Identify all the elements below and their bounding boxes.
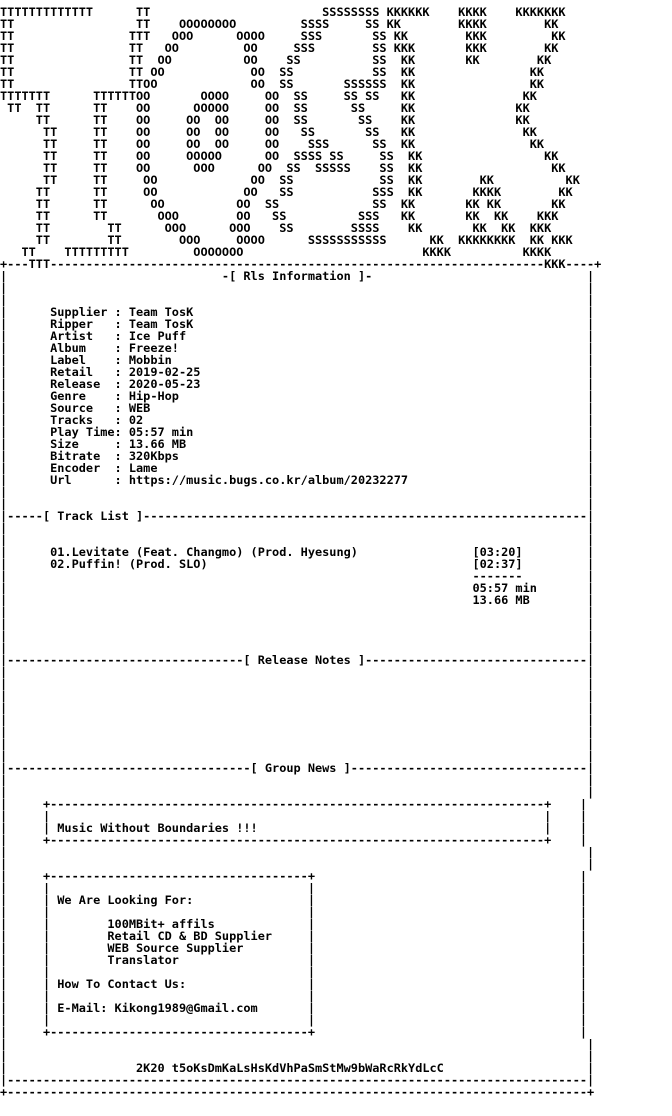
nfo-line: | | [0, 677, 595, 691]
nfo-line: TT TT OO OO SS SS KK KK [0, 65, 545, 79]
nfo-line: | | [0, 665, 595, 679]
nfo-line: | | [0, 701, 595, 715]
nfo-line: | +---------------------------------------------------------------------+ | [0, 797, 588, 811]
nfo-line: TT TT OOO OO SS SSS KK KK KK KKK [0, 209, 559, 223]
nfo-line: | 05:57 min | [0, 581, 595, 595]
nfo-line: | | WEB Source Supplier | | [0, 941, 588, 955]
nfo-line: | Size : 13.66 MB | [0, 437, 595, 451]
nfo-line: TT TTTTTTTTT OOOOOOO KKKK KKKK [0, 245, 552, 259]
nfo-line: | | [0, 281, 595, 295]
nfo-line: | Artist : Ice Puff | [0, 329, 595, 343]
nfo-line: | | [0, 1037, 595, 1051]
nfo-line: TT TT OO OO SS SS KK KK KK KK [0, 197, 566, 211]
nfo-line: | Release : 2020-05-23 | [0, 377, 595, 391]
nfo-line: | 01.Levitate (Feat. Changmo) (Prod. Hyesung) [03:20] | [0, 545, 595, 559]
nfo-line: | | [0, 485, 595, 499]
nfo-line: | | [0, 629, 595, 643]
nfo-line: | | We Are Looking For: | | [0, 893, 588, 907]
nfo-line: | ------- | [0, 569, 595, 583]
nfo-line: | | [0, 713, 595, 727]
nfo-line: | | Retail CD & BD Supplier | | [0, 929, 588, 943]
nfo-line: | | [0, 725, 595, 739]
nfo-line: TT TT OO OOOOO OO SSSS SS SS KK KK [0, 149, 559, 163]
nfo-line: | Bitrate : 320Kbps | [0, 449, 595, 463]
nfo-line: | | [0, 497, 595, 511]
nfo-line: |---------------------------------------------------------------------------------| [0, 1073, 595, 1087]
nfo-line: | | [0, 773, 595, 787]
nfo-line: TTTTTTT TTTTTTOO OOOO OO SS SS SS KK KK [0, 89, 537, 103]
nfo-line: | Retail : 2019-02-25 | [0, 365, 595, 379]
nfo-line: | +---------------------------------------------------------------------+ | [0, 833, 588, 847]
nfo-line: | | | | [0, 809, 588, 823]
nfo-line: TT TT OO OO SSS SS KKK KKK KK [0, 41, 559, 55]
nfo-line: | -[ Rls Information ]- | [0, 269, 595, 283]
nfo-line: | | [0, 857, 595, 871]
nfo-line: TT TT OO OO SS SSS KK KKKK KK [0, 185, 573, 199]
nfo-line: TTTTTTTTTTTTT TT SSSSSSSS KKKKKK KKKK KKKKKKK [0, 5, 566, 19]
nfo-line: | | [0, 689, 595, 703]
nfo-line: | Encoder : Lame | [0, 461, 595, 475]
nfo-line: |----------------------------------[ Group News ]---------------------------------| [0, 761, 595, 775]
nfo-line: | | | | [0, 965, 588, 979]
nfo-line: | | [0, 749, 595, 763]
nfo-line: TT TT OO OOO OO SS SSSSS SS KK KK [0, 161, 566, 175]
nfo-line: | | | | [0, 905, 588, 919]
nfo-line: | Ripper : Team TosK | [0, 317, 595, 331]
nfo-line: | | | | [0, 989, 588, 1003]
nfo-line: | | [0, 641, 595, 655]
nfo-line: TT TT TT OO OOOOO OO SS SS KK KK [0, 101, 530, 115]
nfo-line: | 2K20 t5oKsDmKaLsHsKdVhPaSmStMw9bWaRcRkYdLcC | [0, 1061, 595, 1075]
nfo-line: | Play Time: 05:57 min | [0, 425, 595, 439]
nfo-line: | 02.Puffin! (Prod. SLO) [02:37] | [0, 557, 595, 571]
nfo-line: | | [0, 737, 595, 751]
nfo-line: TT TT OO OO OO OO SSS SS KK KK [0, 137, 545, 151]
nfo-line: | | E-Mail: Kikong1989@Gmail.com | | [0, 1001, 588, 1015]
nfo-line: | | Translator | | [0, 953, 588, 967]
nfo-line: TT TTOO OO SS SSSSSS KK KK [0, 77, 545, 91]
nfo-line: | | [0, 533, 595, 547]
nfo-line: | Genre : Hip-Hop | [0, 389, 595, 403]
nfo-line: TT TT OOO OOOO SSSSSSSSSSS KK KKKKKKKK KK KKK [0, 233, 573, 247]
nfo-line: | | [0, 617, 595, 631]
nfo-line: | | [0, 521, 595, 535]
nfo-line: | | | | [0, 1013, 588, 1027]
nfo-line: | | [0, 605, 595, 619]
nfo-line: | Source : WEB | [0, 401, 595, 415]
nfo-line: | | [0, 785, 595, 799]
nfo-line: | | [0, 845, 595, 859]
nfo-line: +---TTT---------------------------------------------------------------------KKK----+ [0, 257, 602, 271]
nfo-line: | 13.66 MB | [0, 593, 595, 607]
nfo-line: TT TT OOO OOO SS SSSS KK KK KK KKK [0, 221, 552, 235]
nfo-line: TT TT OO OO OO OO SS SS KK KK [0, 113, 530, 127]
nfo-line: TT TTT OOO OOOO SSS SS KK KKK KK [0, 29, 566, 43]
nfo-line: | | | | [0, 881, 588, 895]
nfo-line: TT TT OO OO SS SS KK KK KK [0, 173, 580, 187]
nfo-line: | | [0, 1049, 595, 1063]
nfo-line: | Url : https://music.bugs.co.kr/album/20232277 | [0, 473, 595, 487]
nfo-line: TT TT OO OO SS SS KK KK KK [0, 53, 552, 67]
nfo-line: | Label : Mobbin | [0, 353, 595, 367]
nfo-line: | | How To Contact Us: | | [0, 977, 588, 991]
nfo-line: TT TT OO OO OO OO SS SS KK KK [0, 125, 537, 139]
nfo-line: | Tracks : 02 | [0, 413, 595, 427]
nfo-line: | +------------------------------------+ | [0, 1025, 588, 1039]
nfo-line: | | [0, 293, 595, 307]
nfo-line: | Supplier : Team TosK | [0, 305, 595, 319]
nfo-line: |-----[ Track List ]--------------------------------------------------------------| [0, 509, 595, 523]
nfo-line: +---------------------------------------------------------------------------------+ [0, 1085, 595, 1099]
nfo-line: |---------------------------------[ Release Notes ]-------------------------------| [0, 653, 595, 667]
nfo-line: | +------------------------------------+ | [0, 869, 588, 883]
nfo-line: TT TT OOOOOOOO SSSS SS KK KKKK KK [0, 17, 559, 31]
nfo-line: | | Music Without Boundaries !!! | | [0, 821, 588, 835]
nfo-line: | | 100MBit+ affils | | [0, 917, 588, 931]
nfo-line: | Album : Freeze! | [0, 341, 595, 355]
